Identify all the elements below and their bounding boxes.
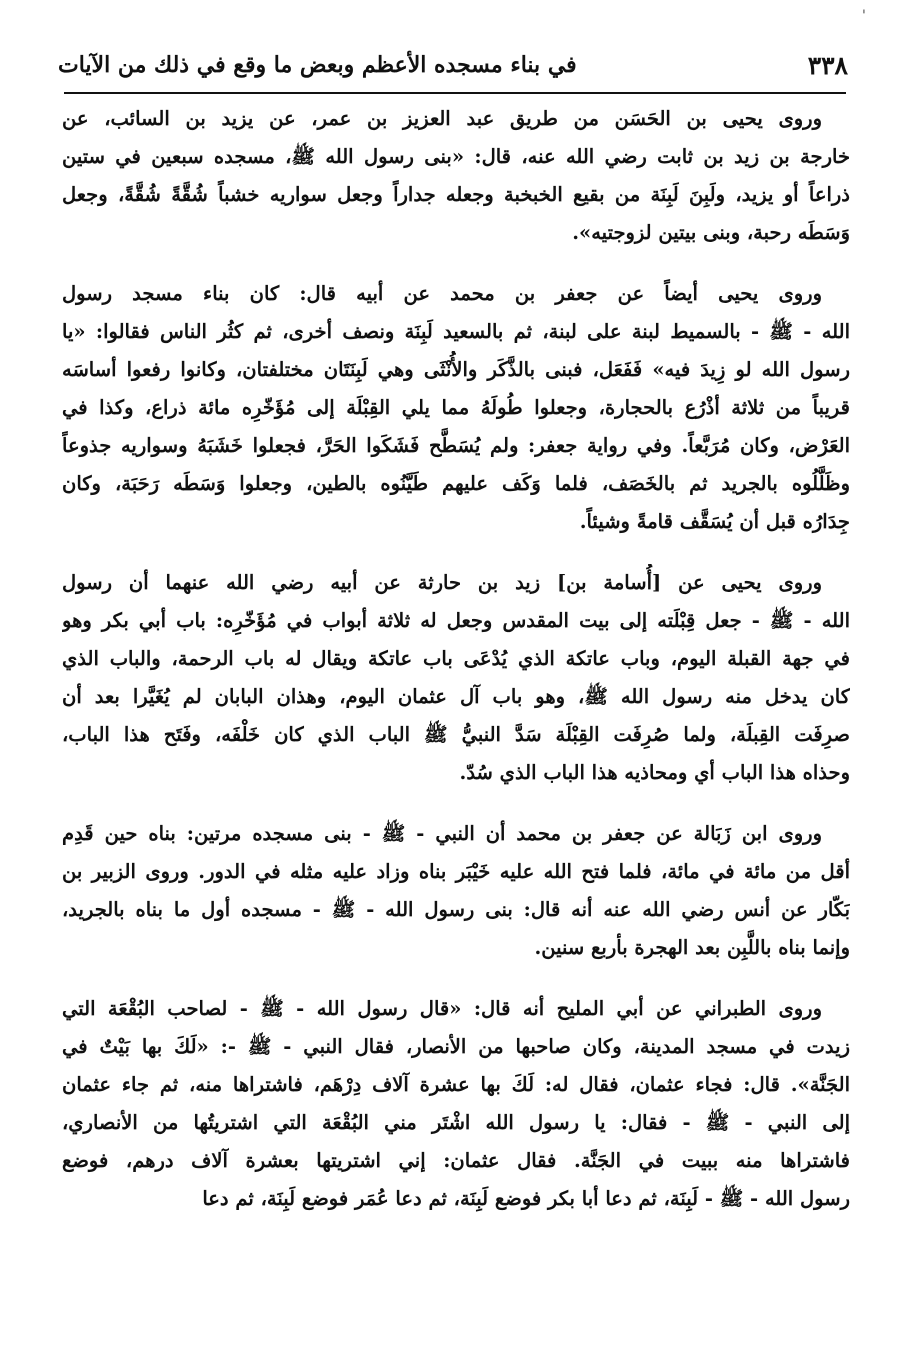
page-header xyxy=(58,40,848,90)
running-title: في بناء مسجده الأعظم وبعض ما وقع في ذلك من الآيات xyxy=(58,52,577,78)
text-line: وروى يحيى بن الحَسَن من طريق عبد العزيز بن عمر، عن يزيد بن السائب، عن xyxy=(62,107,822,130)
text-line: وَسَطَه رحبة، وبنى بيتين لزوجتيه». xyxy=(572,221,850,244)
text-line: رسول الله - ﷺ - لَبِنَة، ثم دعا أبا بكر فوضع لَبِنَة، ثم دعا عُمَر فوضع لَبِنَة، ثم دعا xyxy=(202,1187,850,1210)
text-line: وروى الطبراني عن أبي المليح أنه قال: «قال رسول الله - ﷺ - لصاحب البُقْعَة التي xyxy=(62,997,822,1020)
text-line: كان يدخل منه رسول الله ﷺ، وهو باب آل عثمان اليوم، وهذان البابان لم يُغَيَّرا بعد أن xyxy=(62,685,850,708)
text-line: قريباً من ثلاثة أذْرُع بالحجارة، وجعلوا طُولَهُ مما يلي القِبْلَة إلى مُؤَخّرِه مائة ذراع، وكذا في xyxy=(62,396,850,419)
header-rule xyxy=(64,92,846,94)
text-line: أقل من مائة في مائة، فلما فتح الله عليه خَيْبَر بناه وزاد عليه مثله في الدور. وروى الزبير بن xyxy=(62,860,850,883)
text-line: العَرْض، وكان مُرَبَّعاً. وفي رواية جعفر: ولم يُسَطَّح فَشَكَوا الحَرَّ، فجعلوا خَشَبَهُ وسواريه جذوعاً xyxy=(62,434,850,457)
paragraph xyxy=(62,275,850,541)
text-line: صرِفَت القِبلَة، ولما صُرِفَت القِبْلَة سَدَّ النبيُّ ﷺ الباب الذي كان خَلْفَه، وفَتَح هذا الباب، xyxy=(62,723,850,746)
text-line: زيدت في مسجد المدينة، وكان صاحبها من الأنصار، فقال النبي - ﷺ -: «لَكَ بها بَيْتٌ في xyxy=(62,1035,850,1058)
page-number: ٣٣٨ xyxy=(807,50,848,80)
text-line: خارجة بن زيد بن ثابت رضي الله عنه، قال: «بنى رسول الله ﷺ، مسجده سبعين في ستين xyxy=(62,145,850,168)
text-line: الجَنَّة». قال: فجاء عثمان، فقال له: لَكَ بها عشرة آلاف دِرْهَم، فاشتراها منه، ثم جاء عثمان xyxy=(62,1073,850,1096)
text-line: جِدَارُه قبل أن يُسَقَّف قامةً وشيئاً. xyxy=(579,510,850,533)
paragraph xyxy=(62,990,850,1218)
body-text xyxy=(62,100,850,1241)
paragraph xyxy=(62,100,850,252)
margin-mark: ' xyxy=(862,8,866,24)
text-line: وروى ابن زَبَالة عن جعفر بن محمد أن النبي - ﷺ - بنى مسجده مرتين: بناه حين قَدِم xyxy=(62,822,822,845)
text-line: في جهة القبلة اليوم، وباب عاتكة الذي يُدْعَى باب عاتكة ويقال له باب الرحمة، والباب الذي xyxy=(62,647,850,670)
paragraph xyxy=(62,815,850,967)
text-line: وروى يحيى أيضاً عن جعفر بن محمد عن أبيه قال: كان بناء مسجد رسول xyxy=(62,282,822,305)
text-line: وظَلَّلُوه بالجريد ثم بالخَصَف، فلما وَكَف عليهم طَيَّنُوه بالطين، وجعلوا وَسَطَه رَحَبَة، وكان xyxy=(62,472,850,495)
text-line: الله - ﷺ - بالسميط لبنة على لبنة، ثم بالسعيد لَبِنَة ونصف أخرى، ثم كثُر الناس فقالوا: «يا xyxy=(62,320,850,343)
text-line: فاشتراها منه ببيت في الجَنَّة. فقال عثمان: إني اشتريتها بعشرة آلاف درهم، فوضع xyxy=(62,1149,850,1172)
text-line: رسول الله لو زِيدَ فيه» فَفَعَل، فبنى بالذَّكَر والأُنْثَى وهي لَبِنَتَان مختلفتان، وكانوا رفعوا أساسَه xyxy=(62,358,850,381)
text-line: بَكّار عن أنس رضي الله عنه أنه قال: بنى رسول الله - ﷺ - مسجده أول ما بناه بالجريد، xyxy=(62,898,850,921)
text-line: الله - ﷺ - جعل قِبْلَته إلى بيت المقدس وجعل له ثلاثة أبواب في مُؤَخّرِه: باب أبي بكر وهو xyxy=(62,609,850,632)
text-line: وإنما بناه باللَّبِن بعد الهجرة بأربع سنين. xyxy=(534,936,850,959)
text-line: وحذاه هذا الباب أي ومحاذيه هذا الباب الذي سُدّ. xyxy=(459,761,850,784)
paragraph xyxy=(62,564,850,792)
text-line: إلى النبي - ﷺ - فقال: يا رسول الله اشْتَر مني البُقْعَة التي اشتريتُها من الأنصاري، xyxy=(62,1111,850,1134)
text-line: وروى يحيى عن [أُسامة بن] زيد بن حارثة عن أبيه رضي الله عنهما أن رسول xyxy=(62,571,822,594)
text-line: ذراعاً أو يزيد، ولَبِنَ لَبِنَة من بقيع الخبخبة وجعله جداراً وجعل سواريه خشباً شُقَّةً شُقَّةً، وجعل xyxy=(62,183,850,206)
